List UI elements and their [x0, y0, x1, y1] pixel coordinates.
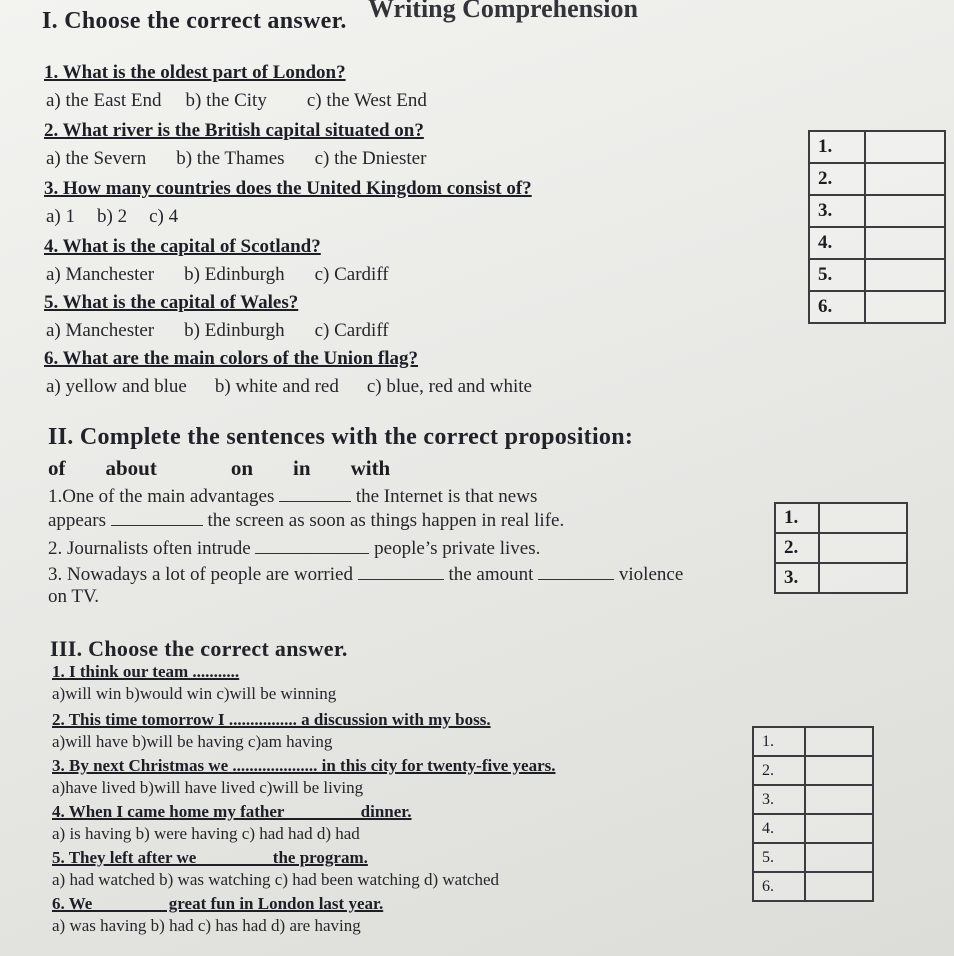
option-c[interactable]: c) Cardiff — [314, 320, 389, 341]
option-b[interactable]: b) white and red — [214, 376, 339, 397]
sentence-2 — [48, 538, 540, 560]
answer-label: 3. — [809, 195, 865, 227]
answer-label: 2. — [809, 163, 865, 195]
sentence-3-line-1 — [48, 564, 683, 586]
section-3-question-1-options[interactable]: a)will win b)would win c)will be winning — [52, 684, 337, 703]
option-a[interactable]: a) the East End — [46, 90, 162, 111]
answer-cell[interactable] — [865, 227, 945, 259]
answer-label: 6. — [809, 291, 865, 323]
sentence-text: the screen as soon as things happen in real life. — [207, 510, 565, 531]
answer-label: 4. — [753, 814, 805, 843]
question-3: 3. How many countries does the United Kingdom consist of? — [44, 178, 532, 199]
question-5: 5. What is the capital of Wales? — [44, 292, 299, 313]
section-3-question-2-options[interactable]: a)will have b)will be having c)am having — [52, 732, 333, 751]
option-a[interactable]: a) 1 — [46, 206, 76, 227]
answer-label: 5. — [753, 843, 805, 872]
section-2-answer-table — [774, 502, 908, 594]
answer-label: 2. — [753, 756, 805, 785]
sentence-text: 2. Journalists often intrude — [48, 538, 251, 559]
answer-cell[interactable] — [865, 195, 945, 227]
question-6-options — [46, 376, 532, 398]
answer-cell[interactable] — [865, 131, 945, 163]
answer-label: 5. — [809, 259, 865, 291]
option-a[interactable]: a) Manchester — [46, 320, 155, 341]
answer-label: 2. — [775, 533, 819, 563]
blank-field[interactable] — [538, 565, 614, 580]
answer-cell[interactable] — [805, 814, 873, 843]
option-a[interactable]: a) the Severn — [46, 148, 147, 169]
question-5-options — [46, 320, 389, 342]
answer-cell[interactable] — [865, 291, 945, 323]
sentence-text: people’s private lives. — [374, 538, 541, 559]
word-bank-item: on — [230, 456, 254, 480]
answer-label: 3. — [775, 563, 819, 593]
option-c[interactable]: c) Cardiff — [314, 264, 389, 285]
section-3-question-3: 3. By next Christmas we .................... in this city for twenty-five years. — [52, 756, 556, 775]
option-b[interactable]: b) Edinburgh — [184, 320, 285, 341]
answer-label: 1. — [753, 727, 805, 756]
answer-label: 1. — [809, 131, 865, 163]
section-3-title: III. Choose the correct answer. — [50, 636, 348, 661]
sentence-text: 3. Nowadays a lot of people are worried — [48, 564, 353, 585]
sentence-text: 1.One of the main advantages — [48, 486, 275, 507]
word-bank-item: with — [350, 456, 391, 480]
word-bank-item: in — [293, 456, 311, 480]
section-3-question-4: 4. When I came home my father ________ dinner. — [52, 802, 412, 821]
sentence-text: the amount — [448, 564, 534, 585]
section-3-question-5-options[interactable]: a) had watched b) was watching c) had been watching d) watched — [52, 870, 500, 889]
blank-field[interactable] — [358, 565, 444, 580]
section-3-question-6-options[interactable]: a) was having b) had c) has had d) are having — [52, 916, 361, 935]
option-a[interactable]: a) yellow and blue — [46, 376, 187, 397]
answer-cell[interactable] — [819, 503, 907, 533]
option-b[interactable]: b) 2 — [97, 206, 128, 227]
answer-cell[interactable] — [819, 533, 907, 563]
section-3-question-5: 5. They left after we ________ the program. — [52, 848, 368, 867]
option-b[interactable]: b) the City — [185, 90, 267, 111]
word-bank-item: about — [105, 456, 157, 480]
section-1-answer-table — [808, 130, 946, 324]
option-c[interactable]: c) blue, red and white — [366, 376, 532, 397]
sentence-1-line-2 — [48, 510, 564, 532]
option-a[interactable]: a) Manchester — [46, 264, 155, 285]
sentence-1-line-1 — [48, 486, 537, 508]
sentence-text: appears — [48, 510, 107, 531]
question-1-options — [46, 90, 427, 112]
option-c[interactable]: c) the Dniester — [314, 148, 427, 169]
question-6: 6. What are the main colors of the Union flag? — [44, 348, 419, 369]
question-2-options — [46, 148, 426, 170]
word-bank — [48, 456, 426, 481]
option-b[interactable]: b) the Thames — [176, 148, 285, 169]
section-3-answer-table — [752, 726, 874, 902]
question-4-options — [46, 264, 389, 286]
answer-cell[interactable] — [805, 872, 873, 901]
section-3-question-3-options[interactable]: a)have lived b)will have lived c)will be living — [52, 778, 364, 797]
answer-cell[interactable] — [865, 163, 945, 195]
section-2-title: II. Complete the sentences with the correct proposition: — [48, 424, 634, 450]
blank-field[interactable] — [111, 511, 203, 526]
section-3-question-6: 6. We ________ great fun in London last year. — [52, 894, 384, 913]
option-b[interactable]: b) Edinburgh — [184, 264, 285, 285]
answer-cell[interactable] — [805, 756, 873, 785]
word-bank-item: of — [48, 456, 66, 480]
blank-field[interactable] — [255, 539, 369, 554]
answer-label: 6. — [753, 872, 805, 901]
section-3-question-1: 1. I think our team ........... — [52, 662, 240, 681]
answer-cell[interactable] — [819, 563, 907, 593]
answer-cell[interactable] — [865, 259, 945, 291]
answer-label: 1. — [775, 503, 819, 533]
answer-label: 4. — [809, 227, 865, 259]
section-3-question-4-options[interactable]: a) is having b) were having c) had had d) had — [52, 824, 360, 843]
section-3-question-2: 2. This time tomorrow I ................ a discussion with my boss. — [52, 710, 491, 729]
option-c[interactable]: c) the West End — [306, 90, 427, 111]
answer-label: 3. — [753, 785, 805, 814]
sentence-3-line-2: on TV. — [48, 586, 100, 607]
option-c[interactable]: c) 4 — [149, 206, 179, 227]
blank-field[interactable] — [279, 487, 351, 502]
sentence-text: the Internet is that news — [355, 486, 538, 507]
answer-cell[interactable] — [805, 843, 873, 872]
cut-off-header: Writing Comprehension — [368, 0, 638, 23]
question-4: 4. What is the capital of Scotland? — [44, 236, 321, 257]
sentence-text: violence — [618, 564, 684, 585]
answer-cell[interactable] — [805, 785, 873, 814]
section-1-title: I. Choose the correct answer. — [42, 8, 347, 34]
answer-cell[interactable] — [805, 727, 873, 756]
question-1: 1. What is the oldest part of London? — [44, 62, 346, 83]
question-3-options — [46, 206, 178, 228]
question-2: 2. What river is the British capital situated on? — [44, 120, 424, 141]
